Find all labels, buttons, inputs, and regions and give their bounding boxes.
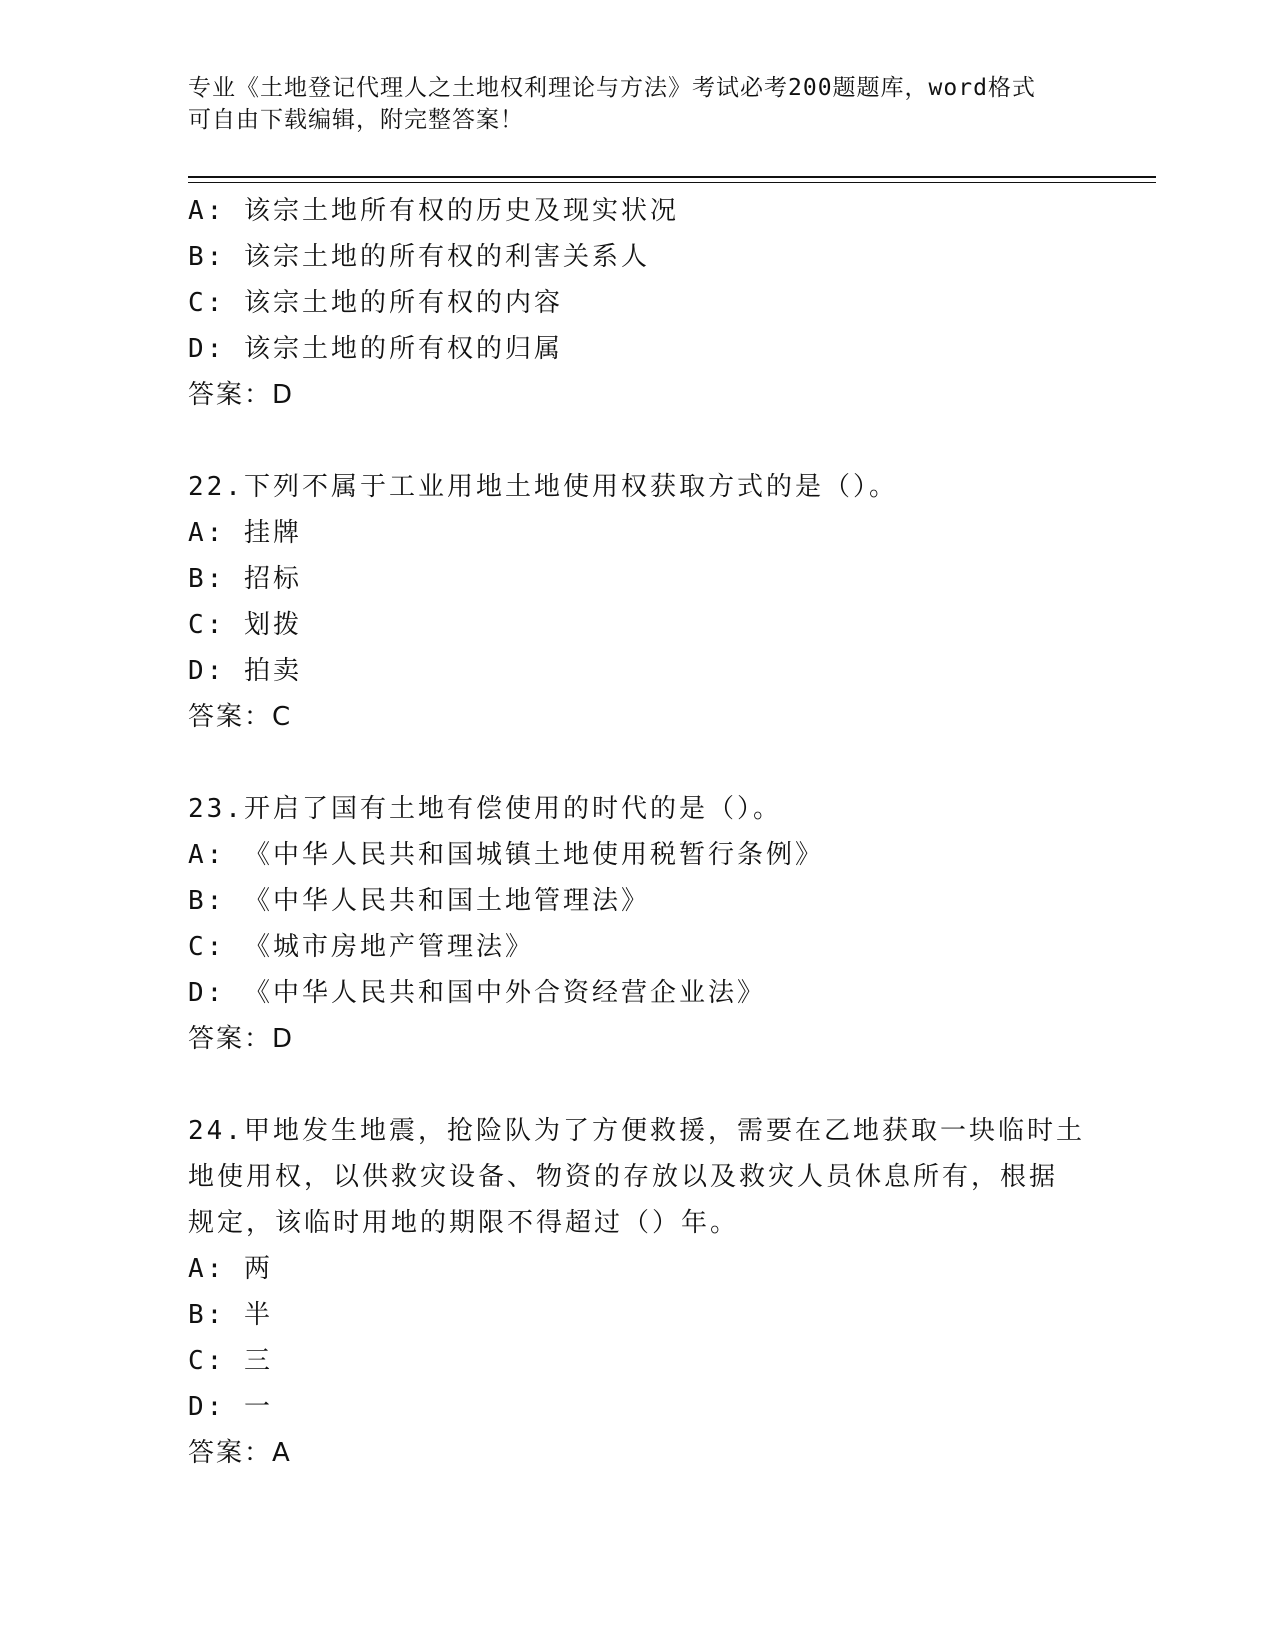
- question-stem: 23.开启了国有土地有偿使用的时代的是（）。: [188, 794, 782, 824]
- option-b: B: 《中华人民共和国土地管理法》: [188, 886, 650, 916]
- header-divider-thin: [188, 182, 1156, 183]
- option-d: D: 该宗土地的所有权的归属: [188, 334, 563, 364]
- header-line-1: 专业《土地登记代理人之土地权利理论与方法》考试必考200题题库，word格式: [188, 75, 1036, 101]
- document-header: [188, 72, 1068, 136]
- option-d: D: 拍卖: [188, 656, 302, 686]
- header-divider-thick: [188, 176, 1156, 178]
- option-a: A: 《中华人民共和国城镇土地使用税暂行条例》: [188, 840, 824, 870]
- answer: 答案：D: [188, 380, 295, 410]
- question-stem-line-1: 24.甲地发生地震，抢险队为了方便救援，需要在乙地获取一块临时土: [188, 1116, 1085, 1146]
- spacer: [188, 418, 1088, 464]
- header-line-2: 可自由下载编辑，附完整答案！: [188, 107, 524, 133]
- option-b: B: 半: [188, 1300, 273, 1330]
- option-b: B: 招标: [188, 564, 302, 594]
- option-a: A: 两: [188, 1254, 273, 1284]
- option-c: C: 划拨: [188, 610, 302, 640]
- question-24: [188, 1108, 1088, 1476]
- question-list: [188, 188, 1088, 1476]
- option-c: C: 三: [188, 1346, 273, 1376]
- option-d: D: 一: [188, 1392, 273, 1422]
- spacer: [188, 1062, 1088, 1108]
- question-22: [188, 464, 1088, 740]
- option-b: B: 该宗土地的所有权的利害关系人: [188, 242, 650, 272]
- option-a: A: 该宗土地所有权的历史及现实状况: [188, 196, 679, 226]
- question-21: [188, 188, 1088, 418]
- answer: 答案：D: [188, 1024, 295, 1054]
- option-d: D: 《中华人民共和国中外合资经营企业法》: [188, 978, 766, 1008]
- option-c: C: 该宗土地的所有权的内容: [188, 288, 563, 318]
- spacer: [188, 740, 1088, 786]
- question-stem-line-3: 规定，该临时用地的期限不得超过（）年。: [188, 1208, 740, 1238]
- answer: 答案：A: [188, 1438, 292, 1468]
- question-stem: 22.下列不属于工业用地土地使用权获取方式的是（）。: [188, 472, 898, 502]
- question-stem-line-2: 地使用权，以供救灾设备、物资的存放以及救灾人员休息所有，根据: [188, 1162, 1059, 1192]
- option-c: C: 《城市房地产管理法》: [188, 932, 534, 962]
- option-a: A: 挂牌: [188, 518, 302, 548]
- question-23: [188, 786, 1088, 1062]
- answer: 答案：C: [188, 702, 293, 732]
